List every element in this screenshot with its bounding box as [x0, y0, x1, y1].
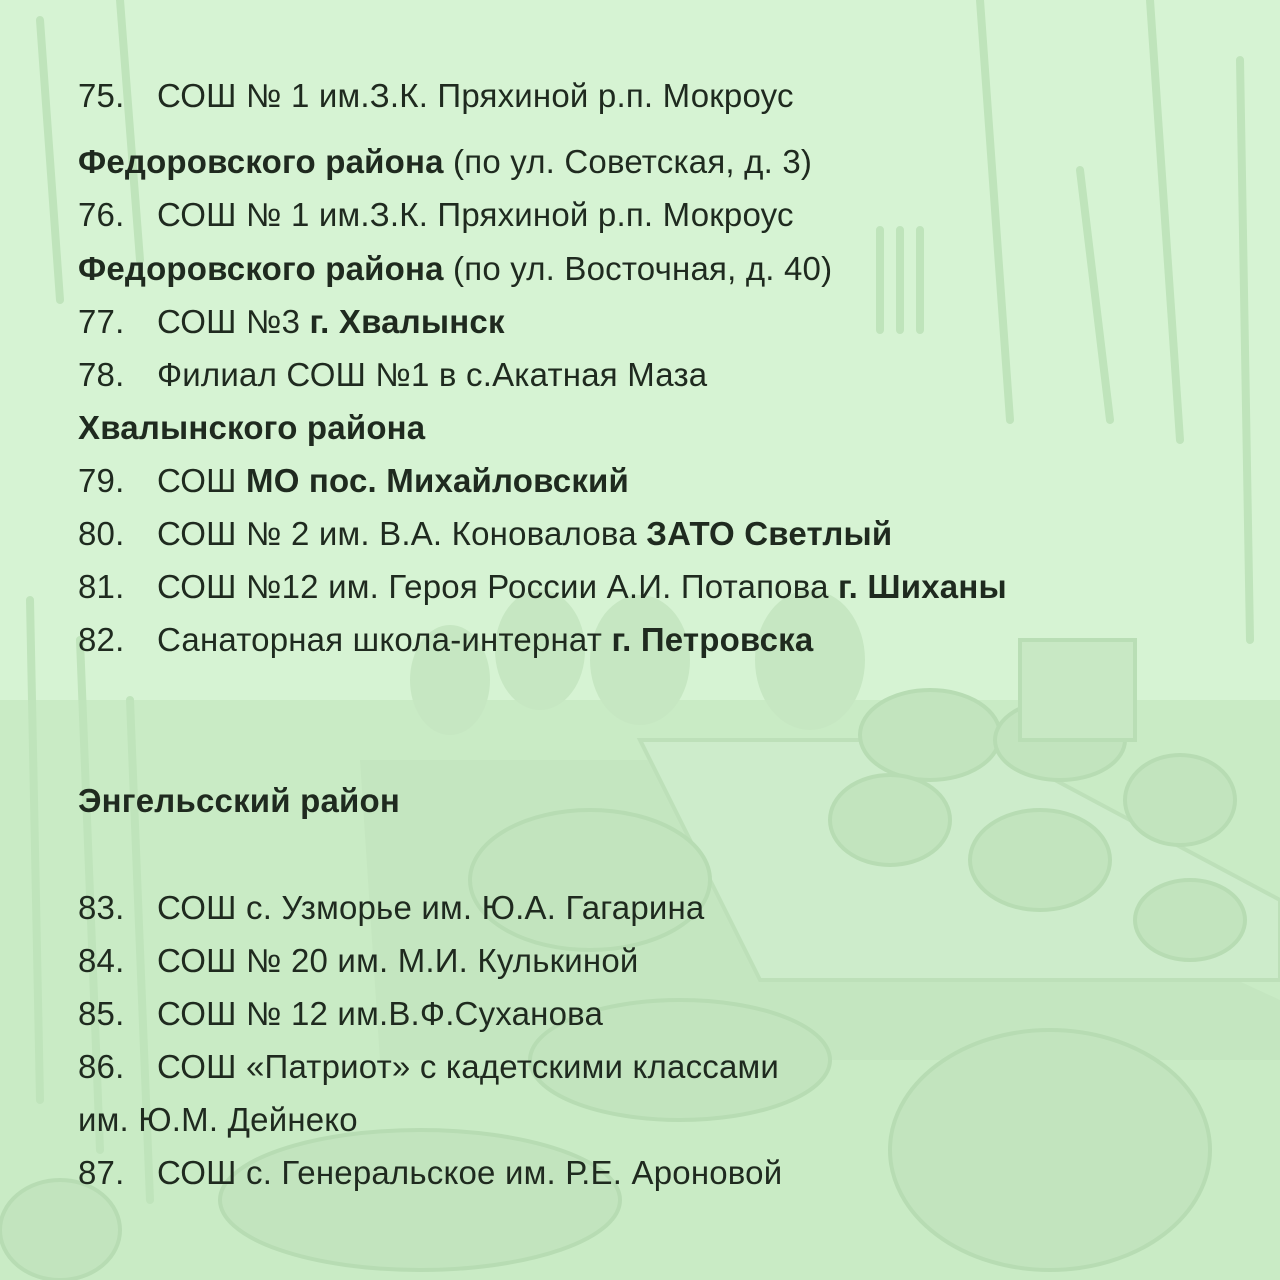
list-item: [78, 620, 813, 660]
item-number: 81.: [78, 568, 125, 605]
list-item: [78, 1047, 779, 1087]
item-text: (по ул. Советская, д. 3): [443, 143, 813, 180]
item-text: СОШ с. Генеральское им. Р.Е. Ароновой: [157, 1154, 783, 1191]
item-text: СОШ: [157, 462, 246, 499]
list-item: [78, 408, 425, 448]
item-text: им. Ю.М. Дейнеко: [78, 1101, 358, 1138]
item-bold-text: Федоровского района: [78, 143, 444, 180]
item-number: 75.: [78, 77, 125, 114]
item-text: СОШ № 12 им.В.Ф.Суханова: [157, 995, 604, 1032]
item-text: СОШ «Патриот» с кадетскими классами: [157, 1048, 780, 1085]
item-number: 85.: [78, 995, 125, 1032]
item-text: СОШ №3: [157, 303, 310, 340]
item-number: 82.: [78, 621, 125, 658]
item-number: 84.: [78, 942, 125, 979]
list-item: [78, 76, 794, 116]
item-text: СОШ № 20 им. М.И. Кулькиной: [157, 942, 639, 979]
item-text: СОШ № 2 им. В.А. Коновалова: [157, 515, 647, 552]
list-item: [78, 461, 629, 501]
item-text: СОШ с. Узморье им. Ю.А. Гагарина: [157, 889, 705, 926]
item-number: 83.: [78, 889, 125, 926]
list-item: [78, 994, 603, 1034]
item-text: Санаторная школа-интернат: [157, 621, 612, 658]
item-number: 76.: [78, 196, 125, 233]
item-number: 77.: [78, 303, 125, 340]
list-item: [78, 941, 639, 981]
item-bold-text: ЗАТО Светлый: [646, 515, 893, 552]
list-item: [78, 514, 892, 554]
item-text: СОШ №12 им. Героя России А.И. Потапова: [157, 568, 839, 605]
item-number: 80.: [78, 515, 125, 552]
item-number: 87.: [78, 1154, 125, 1191]
item-bold-text: МО пос. Михайловский: [246, 462, 630, 499]
list-item: [78, 1100, 358, 1140]
item-text: СОШ № 1 им.З.К. Пряхиной р.п. Мокроус: [157, 196, 794, 233]
item-bold-text: Федоровского района: [78, 250, 444, 287]
item-number: 78.: [78, 356, 125, 393]
item-text: СОШ № 1 им.З.К. Пряхиной р.п. Мокроус: [157, 77, 794, 114]
item-number: 86.: [78, 1048, 125, 1085]
item-bold-text: Хвалынского района: [78, 409, 426, 446]
item-text: Филиал СОШ №1 в с.Акатная Маза: [157, 356, 708, 393]
item-bold-text: г. Шиханы: [838, 568, 1007, 605]
item-bold-text: г. Хвалынск: [309, 303, 505, 340]
list-item: [78, 1153, 782, 1193]
list-item: [78, 142, 812, 182]
section-heading: Энгельсский район: [78, 782, 401, 819]
list-item: [78, 567, 1007, 607]
list-item: [78, 355, 707, 395]
item-text: (по ул. Восточная, д. 40): [443, 250, 833, 287]
item-number: 79.: [78, 462, 125, 499]
list-item: [78, 888, 704, 928]
list-item: [78, 249, 832, 289]
item-bold-text: г. Петровска: [611, 621, 814, 658]
list-item: [78, 302, 505, 342]
list-item: [78, 195, 794, 235]
